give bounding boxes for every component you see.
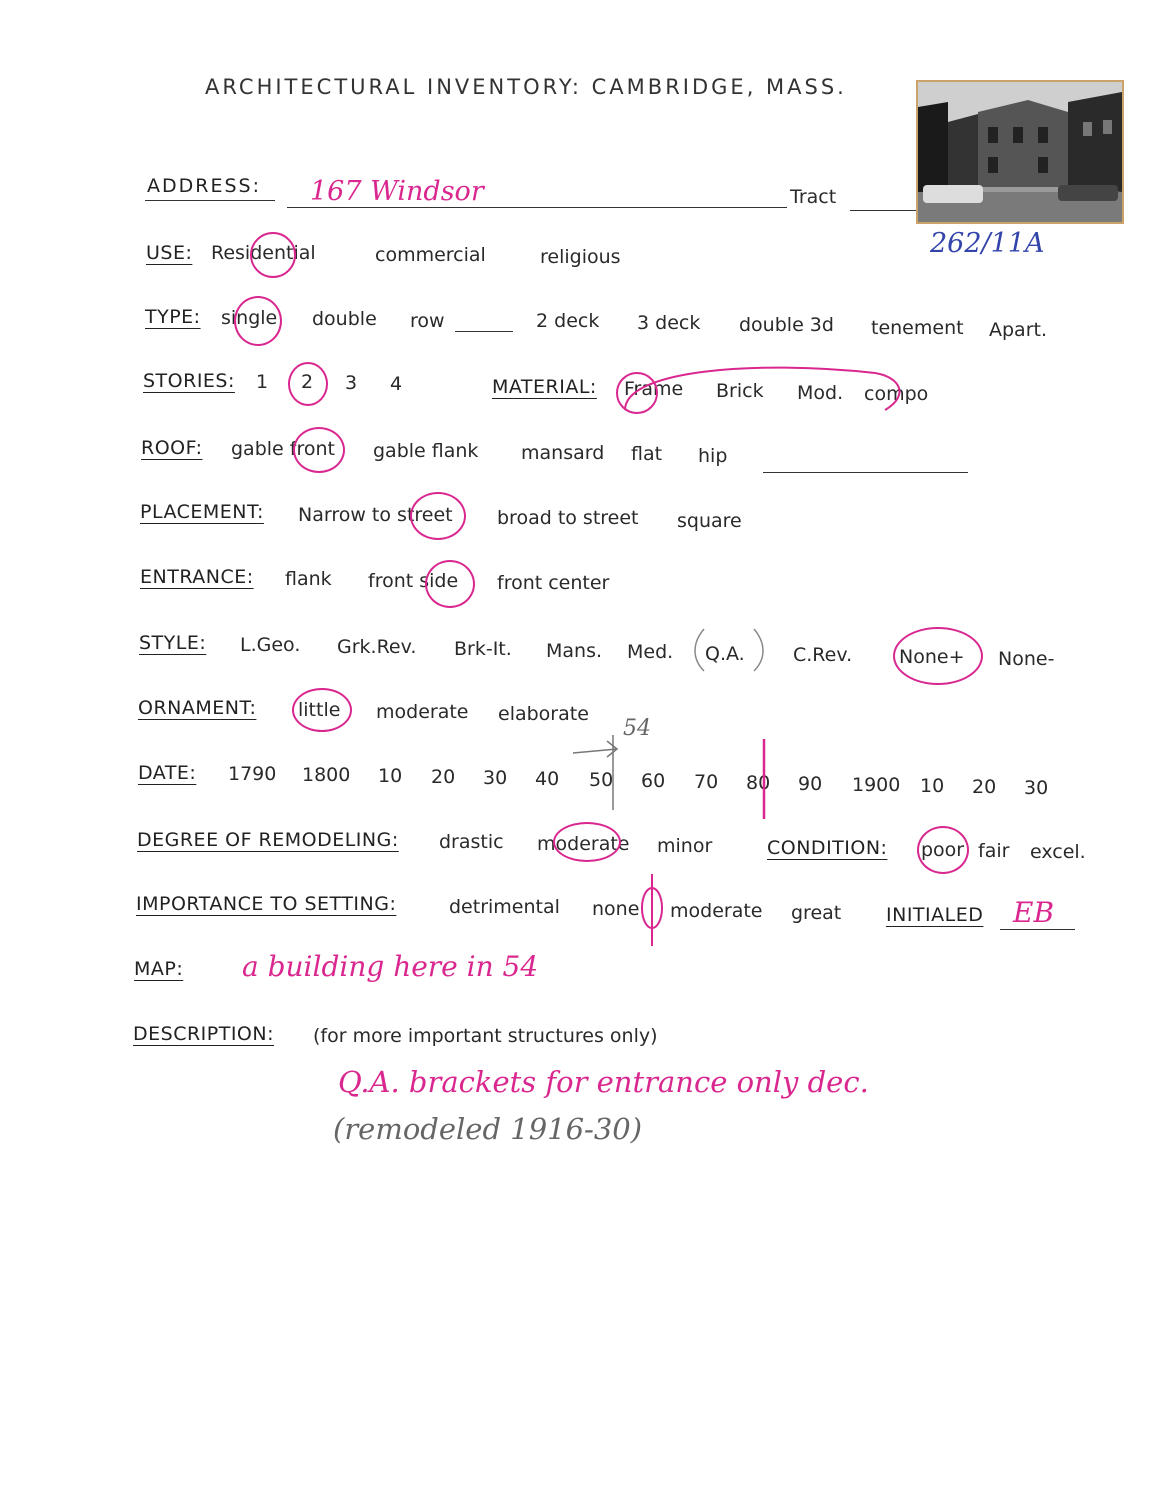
stories-option-1: 1 [256,371,269,393]
style-option-brkit: Brk-It. [454,638,512,660]
condition-option-fair: fair [978,840,1010,862]
date-option: 90 [798,773,823,795]
selection-circle [293,427,345,473]
selection-circle [410,492,466,540]
date-option: 60 [641,770,666,792]
entrance-label: ENTRANCE: [140,566,254,588]
description-line-1: Q.A. brackets for entrance only dec. [338,1065,869,1099]
selection-circle [425,560,475,608]
stories-option-3: 3 [345,372,358,394]
importance-option-great: great [791,902,842,924]
date-option: 50 [589,769,614,791]
building-photo [916,80,1124,224]
roof-option-gable-front: gable front [231,438,335,460]
roof-option-hip: hip [698,445,728,467]
condition-label: CONDITION: [767,837,888,859]
remodeling-label: DEGREE OF REMODELING: [137,829,399,851]
map-label: MAP: [134,958,184,980]
type-option-tenement: tenement [871,317,964,339]
material-bracket-mark [615,355,915,425]
importance-pink-mark [632,870,672,950]
style-option-med: Med. [627,641,674,663]
date-option: 30 [1024,777,1049,799]
style-option-mans: Mans. [546,640,603,662]
date-option: 1790 [228,763,277,785]
entrance-option-front-side: front side [368,570,459,592]
roof-option-mansard: mansard [521,442,605,464]
selection-circle [893,627,983,685]
placement-option-square: square [677,510,742,532]
use-option-religious: religious [540,246,621,268]
description-note: (for more important structures only) [313,1025,658,1047]
date-option: 1900 [852,774,901,796]
stories-option-4: 4 [390,373,403,395]
initialed-value: EB [1013,896,1055,929]
style-option-none-plus: None+ [899,646,965,668]
selection-circle [553,822,621,862]
importance-option-detrimental: detrimental [449,896,560,918]
importance-option-moderate: moderate [670,900,763,922]
remodeling-option-minor: minor [657,835,713,857]
address-value: 167 Windsor [310,176,484,207]
initialed-label: INITIALED [886,904,984,926]
initialed-line [1000,929,1075,930]
roof-label: ROOF: [141,437,203,459]
date-pink-mark [750,735,780,825]
date-option: 20 [431,766,456,788]
selection-circle [250,232,296,278]
stories-option-2: 2 [301,371,314,393]
type-label: TYPE: [145,306,201,328]
stories-label: STORIES: [143,370,235,392]
map-value: a building here in 54 [242,950,539,983]
remodeling-option-drastic: drastic [439,831,504,853]
style-option-qa: Q.A. [705,643,745,665]
selection-circle [917,826,969,874]
style-option-none-minus: None- [998,648,1055,670]
placement-label: PLACEMENT: [140,501,264,523]
type-option-double: double [312,308,377,330]
selection-circle [234,296,282,346]
type-option-double-3d: double 3d [739,314,834,336]
tract-line [850,210,916,211]
placement-option-broad: broad to street [497,507,639,529]
material-option-compo: compo [864,383,929,405]
material-option-frame: Frame [624,378,684,400]
material-option-mod: Mod. [797,382,844,404]
ornament-option-little: little [298,699,341,721]
condition-option-excel: excel. [1030,841,1086,863]
use-option-residential: Residential [211,242,316,264]
style-label: STYLE: [139,632,207,654]
ornament-option-elaborate: elaborate [498,703,589,725]
placement-option-narrow: Narrow to street [298,504,453,526]
ornament-label: ORNAMENT: [138,697,257,719]
address-label-underline [145,200,275,201]
qa-bracket-mark [690,625,770,675]
date-option: 20 [972,776,997,798]
date-option: 30 [483,767,508,789]
condition-option-poor: poor [921,839,965,861]
type-option-2deck: 2 deck [536,310,600,332]
tract-label: Tract [790,186,837,208]
date-option: 10 [920,775,945,797]
type-option-3deck: 3 deck [637,312,701,334]
importance-label: IMPORTANCE TO SETTING: [136,893,397,915]
entrance-option-flank: flank [285,568,332,590]
type-option-single: single [221,307,278,329]
style-option-lgeo: L.Geo. [240,634,301,656]
date-option: 70 [694,771,719,793]
entrance-option-front-center: front center [497,572,610,594]
importance-option-none: none [592,898,640,920]
date-option: 40 [535,768,560,790]
material-option-brick: Brick [716,380,764,402]
reference-number: 262/11A [930,228,1045,259]
date-option: 1800 [302,764,351,786]
address-line [287,207,787,208]
style-option-crev: C.Rev. [793,644,853,666]
date-note-54: 54 [623,716,651,741]
ornament-option-moderate: moderate [376,701,469,723]
roof-option-gable-flank: gable flank [373,440,479,462]
roof-option-flat: flat [631,443,663,465]
date-label: DATE: [138,762,197,784]
type-option-row: row [410,310,445,332]
form-title: ARCHITECTURAL INVENTORY: CAMBRIDGE, MASS. [205,75,847,99]
description-line-2: (remodeled 1916-30) [333,1112,643,1146]
date-option: 80 [746,772,771,794]
selection-circle [292,688,352,732]
use-label: USE: [146,242,193,264]
selection-circle [288,362,328,406]
address-label: ADDRESS: [147,175,261,197]
use-option-commercial: commercial [375,244,486,266]
type-option-apart: Apart. [989,319,1048,341]
date-arrow-mark [565,725,645,815]
roof-other-blank [763,472,968,473]
date-option: 10 [378,765,403,787]
remodeling-option-moderate: moderate [537,833,630,855]
description-label: DESCRIPTION: [133,1023,275,1045]
material-label: MATERIAL: [492,376,597,398]
style-option-grkrev: Grk.Rev. [337,636,417,658]
type-row-blank [455,331,513,332]
